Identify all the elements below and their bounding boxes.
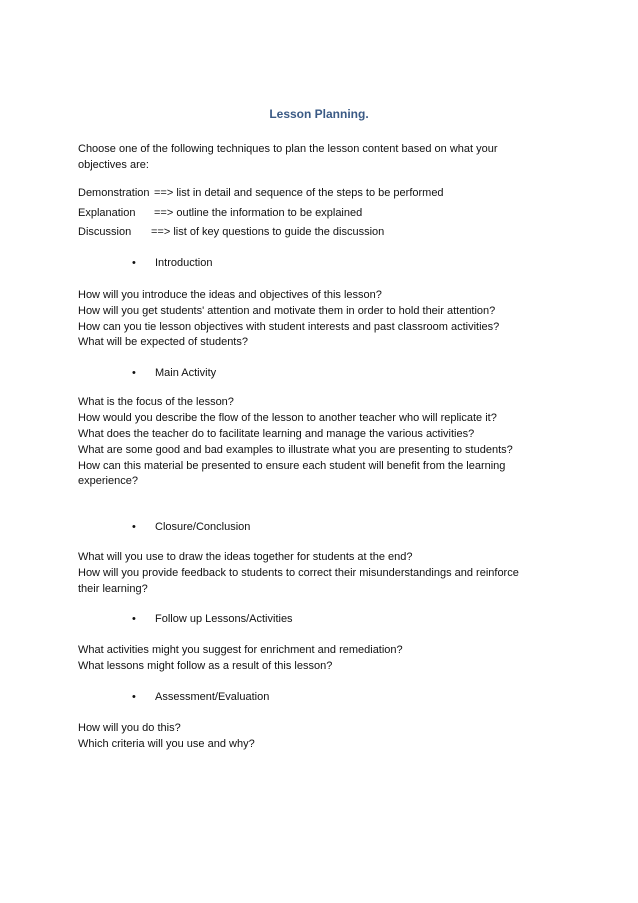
question-line: experience? bbox=[78, 475, 138, 487]
question-line: What lessons might follow as a result of this lesson? bbox=[78, 660, 333, 672]
question-line: What activities might you suggest for enrichment and remediation? bbox=[78, 644, 403, 656]
question-line: Which criteria will you use and why? bbox=[78, 738, 255, 750]
section-heading-introduction: Introduction bbox=[155, 257, 213, 269]
section-heading-closure: Closure/Conclusion bbox=[155, 521, 251, 533]
question-line: How will you provide feedback to students to correct their misunderstandings and reinforce bbox=[78, 567, 519, 579]
question-line: their learning? bbox=[78, 583, 148, 595]
question-line: How can you tie lesson objectives with student interests and past classroom activities? bbox=[78, 321, 500, 333]
question-line: How will you introduce the ideas and objectives of this lesson? bbox=[78, 289, 382, 301]
bullet-icon: • bbox=[132, 367, 136, 379]
question-line: How will you get students' attention and motivate them in order to hold their attention? bbox=[78, 305, 496, 317]
section-heading-assessment: Assessment/Evaluation bbox=[155, 691, 270, 703]
technique-description: ==> list in detail and sequence of the steps to be performed bbox=[154, 187, 444, 199]
bullet-icon: • bbox=[132, 521, 136, 533]
question-line: What does the teacher do to facilitate learning and manage the various activities? bbox=[78, 428, 475, 440]
page-title: Lesson Planning. bbox=[269, 107, 369, 121]
technique-explanation bbox=[78, 206, 362, 220]
question-line: What will be expected of students? bbox=[78, 336, 248, 348]
technique-discussion bbox=[78, 225, 384, 239]
question-line: What is the focus of the lesson? bbox=[78, 396, 234, 408]
bullet-icon: • bbox=[132, 691, 136, 703]
technique-term: Explanation bbox=[78, 207, 136, 219]
intro-line: Choose one of the following techniques to plan the lesson content based on what your bbox=[78, 143, 498, 155]
section-heading-follow-up: Follow up Lessons/Activities bbox=[155, 613, 293, 625]
intro-line: objectives are: bbox=[78, 159, 149, 171]
question-line: How would you describe the flow of the lesson to another teacher who will replicate it? bbox=[78, 412, 497, 424]
technique-term: Demonstration bbox=[78, 187, 150, 199]
bullet-icon: • bbox=[132, 257, 136, 269]
question-line: What are some good and bad examples to illustrate what you are presenting to students? bbox=[78, 444, 513, 456]
question-line: How will you do this? bbox=[78, 722, 181, 734]
question-line: What will you use to draw the ideas together for students at the end? bbox=[78, 551, 413, 563]
question-line: How can this material be presented to ensure each student will benefit from the learning bbox=[78, 460, 506, 472]
technique-term: Discussion bbox=[78, 226, 132, 238]
section-heading-main-activity: Main Activity bbox=[155, 367, 217, 379]
technique-demonstration bbox=[78, 186, 444, 200]
bullet-icon: • bbox=[132, 613, 136, 625]
technique-description: ==> outline the information to be explained bbox=[154, 207, 363, 219]
technique-description: ==> list of key questions to guide the discussion bbox=[151, 226, 385, 238]
